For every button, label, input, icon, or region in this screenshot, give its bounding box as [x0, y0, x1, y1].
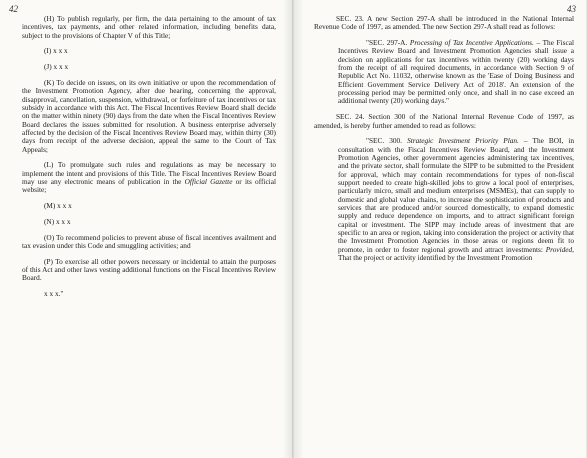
- left-page-text: [22, 15, 276, 306]
- section-300-lead: "SEC. 300.: [366, 136, 408, 146]
- section-297a-text: [338, 39, 574, 106]
- paragraph-l-italic: Official Gazette: [184, 177, 233, 187]
- paragraph-p: (P) To exercise all other powers necessary or incidental to attain the purposes of this Act and other laws vesting additional functions on the Fiscal Incentives Review Board.: [22, 256, 276, 283]
- paragraph-l-tail: or its official website;: [22, 177, 276, 195]
- section-300-title: Strategic Investment Priority Plan.: [407, 136, 519, 146]
- section-297a-block: [314, 39, 574, 106]
- page-number: 43: [567, 4, 576, 14]
- gutter-shadow: [294, 0, 304, 458]
- gutter-shadow: [282, 0, 292, 458]
- section-300-block: [314, 137, 574, 262]
- paragraph-m: (M) x x x: [44, 201, 72, 211]
- paragraph-l-text: (L) To promulgate such rules and regulations as may be necessary to implement the intent and provisions of this Title. The Fiscal Incentives Review Board may use any electronic means of publication in the: [22, 160, 276, 187]
- page-number: 42: [9, 4, 18, 14]
- paragraph-j: (J) x x x: [44, 62, 69, 72]
- left-page: [0, 0, 293, 458]
- right-page-text: [314, 15, 574, 270]
- right-page: [293, 0, 586, 458]
- section-297a-lead: "SEC. 297-A.: [366, 38, 410, 48]
- paragraph-l: [22, 161, 276, 194]
- paragraph-i: (I) x x x: [44, 46, 68, 56]
- section-300-body: – The BOI, in consultation with the Fiscal Incentives Review Board, and the Investment Promotion Agencies, other government agencies administering tax incentives, and the private sector, shall formulate the SIPP to be submitted to the President for approval, which may contain recommendations for types of non-fiscal support needed to create high-skilled jobs to grow a local pool of enterprises, particularly micro, small and medium enterprises (MSMEs), that can supply to domestic and global value chains, to increase the sophistication of products and services that are produced and/or sourced domestically, to expand domestic supply and reduce dependence on imports, and to attract significant foreign capital or investment. The SIPP may include areas of investment that are specific to an area or region, taking into consideration the project or activity that the Investment Promotion Agencies in those areas or regions deem fit to promote, in order to foster regional growth and attract investments:: [338, 136, 574, 254]
- paragraph-o: (O) To recommend policies to prevent abuse of fiscal incentives availment and tax evasion under this Code and smuggling activities; and: [22, 232, 276, 250]
- section-300-text: [338, 137, 574, 262]
- section-300-proviso: Provided,: [545, 244, 574, 254]
- paragraph-n: (N) x x x: [44, 216, 71, 226]
- paragraph-k: (K) To decide on issues, on its own initiative or upon the recommendation of the Investment Promotion Agency, after due hearing, concerning the approval, disapproval, cancellation, suspension, withdrawal, or forfeiture of tax incentives or tax subsidy in accordance with this Act. The Fiscal Incentives Review Board shall decide on the matter within ninety (90) days from the date when the Fiscal Incentives Review Board declares the issues submitted for resolution. A business enterprise adversely affected by the decision of the Fiscal Incentives Review Board may, within thirty (30) days from receipt of the adverse decision, appeal the same to the Court of Tax Appeals;: [22, 77, 276, 154]
- section-23-intro: SEC. 23. A new Section 297-A shall be introduced in the National Internal Revenue Code of 1997, as amended. The new Section 297-A shall read as follows:: [314, 14, 574, 32]
- section-300-tail: That the project or activity identified by the Investment Promotion: [338, 253, 533, 263]
- section-297a-title: Processing of Tax Incentive Applications.: [409, 38, 534, 48]
- paragraph-h: (H) To publish regularly, per firm, the data pertaining to the amount of tax incentives, tax payments, and other related information, including benefits data, subject to the provisions of Chapter V of this Title;: [22, 14, 276, 40]
- section-297a-body: – The Fiscal Incentives Review Board and Investment Promotion Agencies shall issue a decision on applications for tax incentives within twenty (20) working days from the receipt of all required documents, in accordance with Section 9 of Republic Act No. 11032, otherwise known as the 'Ease of Doing Business and Efficient Government Service Delivery Act of 2018'. An extension of the processing period may be permitted only once, and shall in no case exceed an additional twenty (20) working days.": [338, 38, 574, 106]
- section-24-intro: SEC. 24. Section 300 of the National Internal Revenue Code of 1997, as amended, is hereby further amended to read as follows:: [314, 112, 574, 130]
- closing-ellipsis: x x x.": [44, 289, 64, 299]
